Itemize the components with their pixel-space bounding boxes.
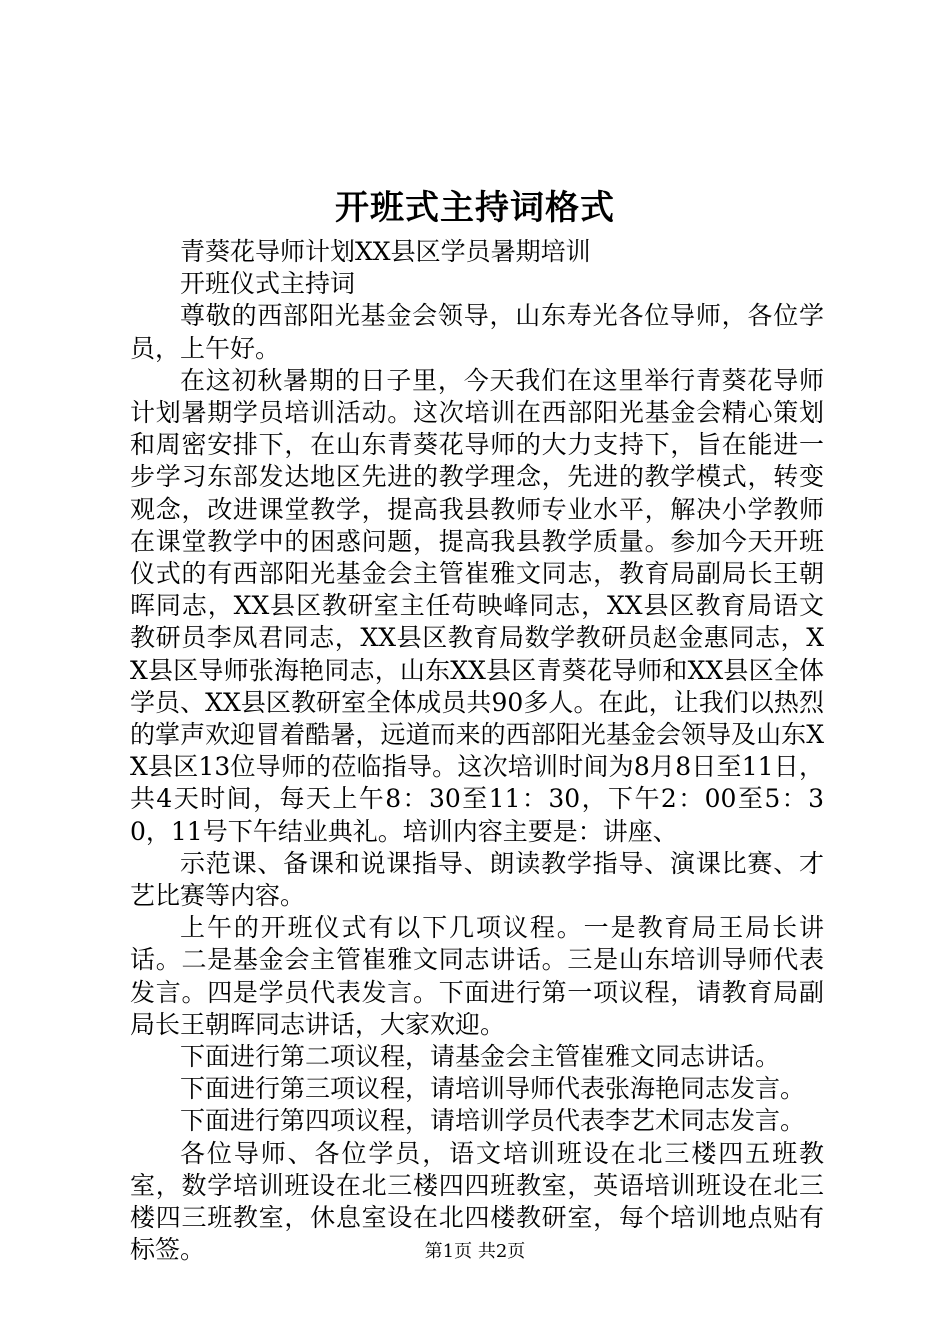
- paragraph-classroom-info: 各位导师、各位学员，语文培训班设在北三楼四五班教室，数学培训班设在北三楼四四班教室，英语培训班设在北三楼四三班教室，休息室设在北四楼教研室，每个培训地点贴有标签。: [130, 1138, 824, 1265]
- paragraph-agenda-item-3: 下面进行第三项议程，请培训导师代表张海艳同志发言。: [180, 1074, 806, 1104]
- paragraph-agenda: 上午的开班仪式有以下几项议程。一是教育局王局长讲话。二是基金会主管崔雅文同志讲话。三是山东培训导师代表发言。四是学员代表发言。下面进行第一项议程，请教育局副局长王朝晖同志讲话，大家欢迎。: [130, 913, 824, 1039]
- document-title: 开班式主持词格式: [335, 188, 615, 228]
- document-body: [130, 236, 824, 1267]
- paragraph-introduction: 在这初秋暑期的日子里，今天我们在这里举行青葵花导师计划暑期学员培训活动。这次培训在西部阳光基金会精心策划和周密安排下，在山东青葵花导师的大力支持下，旨在能进一步学习东部发达地区先进的教学理念，先进的教学模式，转变观念，改进课堂教学，提高我县教师专业水平，解决小学教师在课堂教学中的困惑问题，提高我县教学质量。参加今天开班仪式的有西部阳光基金会主管崔雅文同志，教育局副局长王朝晖同志，XX县区教研室主任苟映峰同志，XX县区教育局语文教研员李凤君同志，XX县区教育局数学教研员赵金惠同志，XX县区导师张海艳同志，山东XX县区青葵花导师和XX县区全体学员、XX县区教研室全体成员共90多人。在此，让我们以热烈的掌声欢迎冒着酷暑，远道而来的西部阳光基金会领导及山东XX县区13位导师的莅临指导。这次培训时间为8月8日至11日，共4天时间，每天上午8：30至11：30，下午2：00至5：30，11号下午结业典礼。培训内容主要是：讲座、: [130, 365, 824, 846]
- paragraph-greeting: 尊敬的西部阳光基金会领导，山东寿光各位导师，各位学员，上午好。: [130, 301, 824, 363]
- paragraph-subtitle: 开班仪式主持词: [180, 269, 356, 299]
- page-number: 第1页 共2页: [424, 1241, 526, 1262]
- paragraph-agenda-item-4: 下面进行第四项议程，请培训学员代表李艺术同志发言。: [180, 1106, 806, 1136]
- paragraph-content-list: 示范课、备课和说课指导、朗读教学指导、演课比赛、才艺比赛等内容。: [130, 848, 824, 911]
- paragraph-program-name: 青葵花导师计划XX县区学员暑期培训: [180, 237, 591, 266]
- paragraph-agenda-item-2: 下面进行第二项议程，请基金会主管崔雅文同志讲话。: [180, 1042, 781, 1072]
